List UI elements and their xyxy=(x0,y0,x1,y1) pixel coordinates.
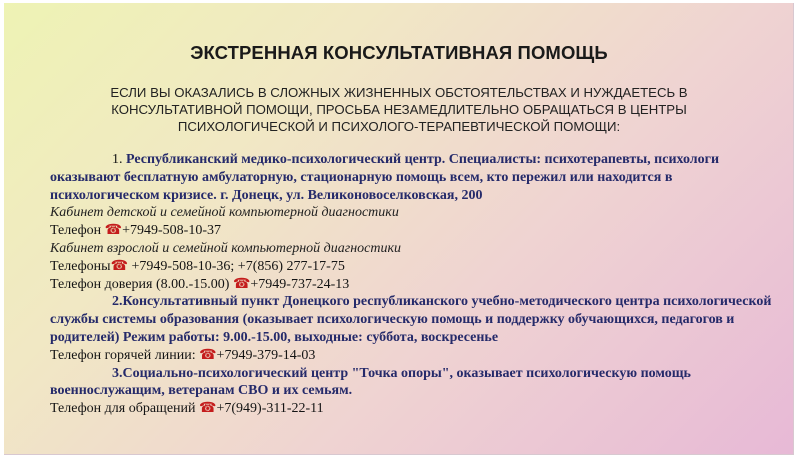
phone-number: +7949-737-24-13 xyxy=(250,276,350,292)
section-1-text: Республиканский медико-психологический центр. Специалисты: психотерапевты, психологи оказывают бесплатную амбулаторную, стационарную помощь всем, кто пережил или находится в психологическом кризисе. г. Донецк, ул. Великоновоселковская, 200 xyxy=(50,152,720,203)
phone-label: Телефоны xyxy=(50,258,111,274)
intro-text: ЕСЛИ ВЫ ОКАЗАЛИСЬ В СЛОЖНЫХ ЖИЗНЕННЫХ ОБСТОЯТЕЛЬСТВАХ И НУЖДАЕТЕСЬ В КОНСУЛЬТАТИВНОЙ ПОМОЩИ, ПРОСЬБА НЕЗАМЕДЛИТЕЛЬНО ОБРАЩАТЬСЯ В ЦЕНТРЫ ПСИХОЛОГИЧЕСКОЙ И ПСИХОЛОГО-ТЕРАПЕВТИЧЕСКОЙ ПОМОЩИ: xyxy=(110,85,688,134)
section-1-number: 1. xyxy=(112,152,126,167)
trust-phone-line xyxy=(50,276,780,294)
phone-number: +7(949)-311-22-11 xyxy=(216,401,324,417)
section-3-phone-line xyxy=(50,400,780,418)
section-1-heading xyxy=(50,151,780,204)
phone-icon: ☎ xyxy=(104,223,123,239)
phone-line-1 xyxy=(50,222,780,240)
phone-label: Телефон доверия (8.00.-15.00) xyxy=(50,276,233,292)
page-title: ЭКСТРЕННАЯ КОНСУЛЬТАТИВНАЯ ПОМОЩЬ xyxy=(190,42,608,63)
content-body xyxy=(50,151,780,418)
phone-icon: ☎ xyxy=(110,258,129,274)
phone-icon: ☎ xyxy=(232,276,251,292)
phone-label: Телефон горячей линии: xyxy=(50,347,200,363)
section-2-heading xyxy=(50,293,780,346)
phone-number: +7949-508-10-37 xyxy=(122,223,222,239)
section-2-text: 2.Консультативный пункт Донецкого республиканского учебно-методического центра психологической службы системы образования (оказывает психологическую помощь и поддержку обучающихся, педагогов и родителей) Режим работы: 9.00.-15.00, выходные: суббота, воскресенье xyxy=(50,294,772,345)
phone-line-2 xyxy=(50,258,780,276)
phone-number: +7949-508-10-36; +7(856) 277-17-75 xyxy=(128,258,345,274)
hotline-line xyxy=(50,347,780,365)
cabinet-children: Кабинет детской и семейной компьютерной диагностики xyxy=(50,205,399,221)
section-3-heading xyxy=(50,365,780,401)
phone-label: Телефон для обращений xyxy=(50,401,200,417)
cabinet-adults: Кабинет взрослой и семейной компьютерной диагностики xyxy=(50,240,402,256)
slide xyxy=(4,3,794,455)
phone-number: +7949-379-14-03 xyxy=(216,347,316,363)
phone-icon: ☎ xyxy=(199,401,217,417)
phone-icon: ☎ xyxy=(199,347,217,363)
phone-label: Телефон xyxy=(50,223,105,239)
section-3-text: 3.Социально-психологический центр "Точка опоры", оказывает психологическую помощь военнослужащим, ветеранам СВО и их семьям. xyxy=(50,365,691,399)
